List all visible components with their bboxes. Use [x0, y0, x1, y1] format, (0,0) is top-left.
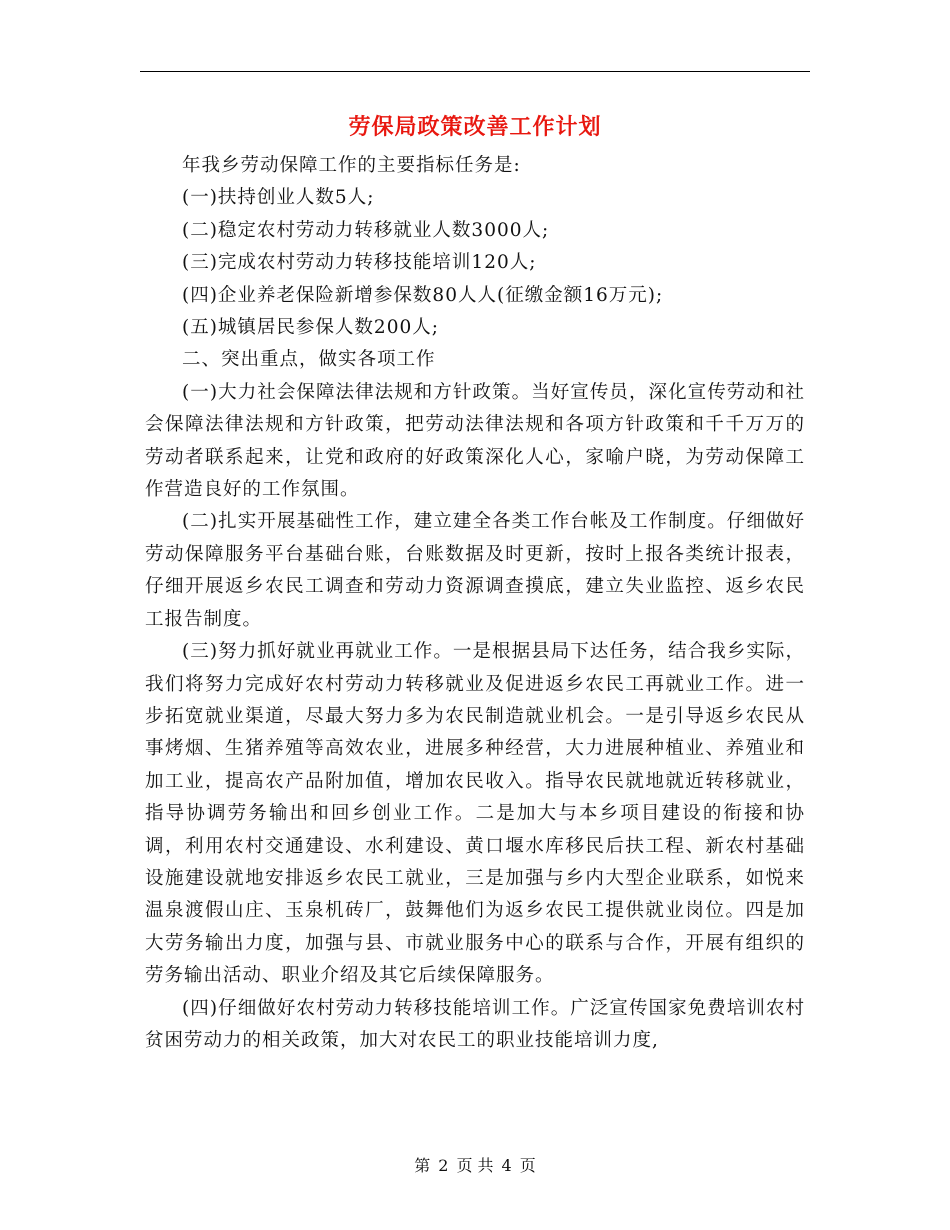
footer-prefix: 第: [414, 1156, 431, 1175]
page-footer: [0, 1153, 950, 1176]
paragraph: (四)企业养老保险新增参保数80人人(征缴金额16万元);: [182, 284, 664, 306]
total-pages: 4: [501, 1156, 512, 1175]
paragraph: (二)稳定农村劳动力转移就业人数3000人;: [182, 219, 550, 241]
paragraph: (一)大力社会保障法律法规和方针政策。当好宣传员，深化宣传劳动和社会保障法律法规和方针政策，把劳动法律法规和各项方针政策和千千万万的劳动者联系起来，让党和政府的好政策深化人心，家喻户晓，为劳动保障工作营造良好的工作氛围。: [145, 381, 805, 501]
paragraph: (四)仔细做好农村劳动力转移技能培训工作。广泛宣传国家免费培训农村贫困劳动力的相关政策，加大对农民工的职业技能培训力度,: [145, 997, 805, 1051]
paragraph: (一)扶持创业人数5人;: [182, 187, 375, 209]
paragraph: 年我乡劳动保障工作的主要指标任务是:: [182, 155, 521, 176]
paragraph: (三)努力抓好就业再就业工作。一是根据县局下达任务，结合我乡实际，我们将努力完成好农村劳动力转移就业及促进返乡农民工再就业工作。进一步拓宽就业渠道，尽最大努力多为农民制造就业机会。一是引导返乡农民从事烤烟、生猪养殖等高效农业，进展多种经营，大力进展种植业、养殖业和加工业，提高农产品附加值，增加农民收入。指导农民就地就近转移就业，指导协调劳务输出和回乡创业工作。二是加大与本乡项目建设的衔接和协调，利用农村交通建设、水利建设、黄口堰水库移民后扶工程、新农村基础设施建设就地安排返乡农民工就业，三是加强与乡内大型企业联系，如悦来温泉渡假山庄、玉泉机砖厂，鼓舞他们为返乡农民工提供就业岗位。四是加大劳务输出力度，加强与县、市就业服务中心的联系与合作，开展有组织的劳务输出活动、职业介绍及其它后续保障服务。: [145, 641, 805, 987]
footer-suffix: 页: [519, 1156, 536, 1175]
document-body: [145, 150, 805, 1057]
paragraph: (三)完成农村劳动力转移技能培训120人;: [182, 252, 537, 274]
document-title: 劳保局政策改善工作计划: [348, 114, 602, 140]
footer-middle: 页 共: [456, 1156, 494, 1175]
paragraph: (二)扎实开展基础性工作，建立建全各类工作台帐及工作制度。仔细做好劳动保障服务平台基础台账，台账数据及时更新，按时上报各类统计报表，仔细开展返乡农民工调查和劳动力资源调查摸底，建立失业监控、返乡农民工报告制度。: [145, 511, 805, 630]
page-number: 2: [438, 1156, 449, 1175]
header-rule: [140, 71, 810, 72]
paragraph: (五)城镇居民参保人数200人;: [182, 317, 439, 339]
section-heading: 二、突出重点，做实各项工作: [182, 349, 436, 371]
